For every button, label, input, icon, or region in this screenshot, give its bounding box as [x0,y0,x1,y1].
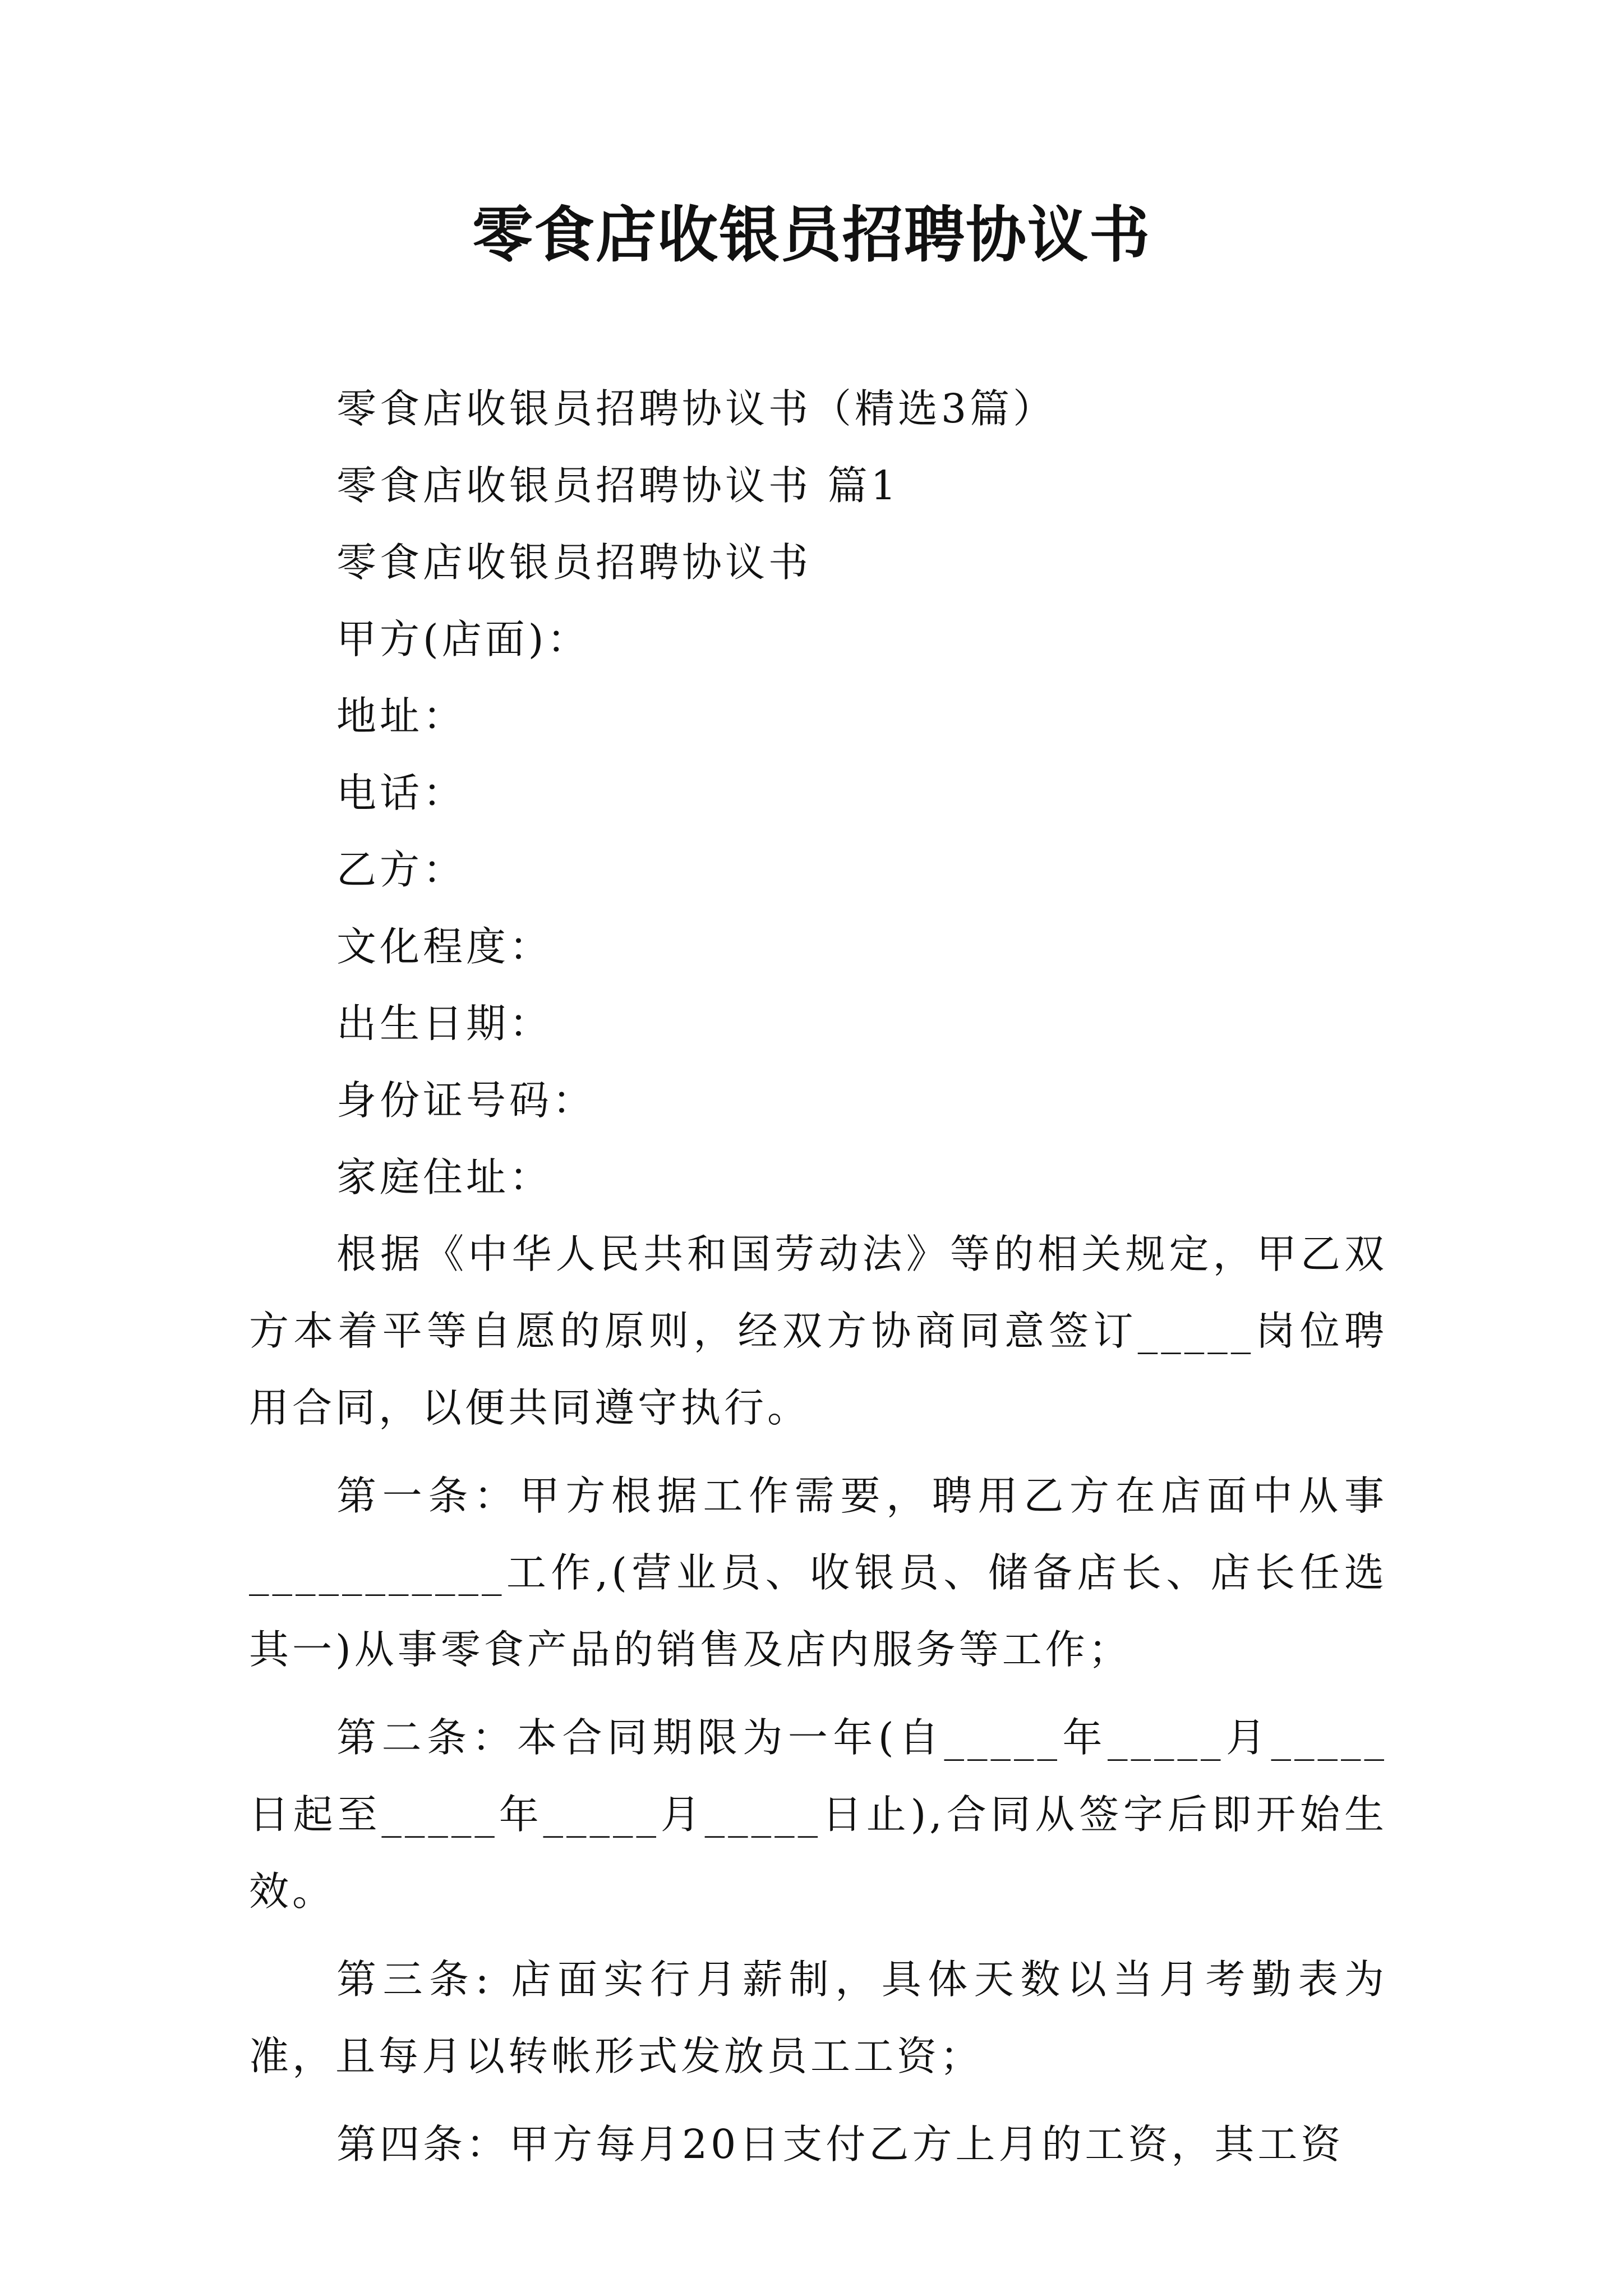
id-number-field: 身份证号码： [336,1077,596,1124]
article-4-paragraph: 第四条：甲方每月20日支付乙方上月的工资，其工资 [336,2121,1344,2168]
document-body [249,370,1387,2183]
article-1-paragraph: 第一条：甲方根据工作需要，聘用乙方在店面中从事___________工作,(营业员、收银员、储备店长、店长任选其一)从事零食产品的销售及店内服务等工作； [249,1473,1387,1673]
phone-field: 电话： [336,770,467,816]
article-3-paragraph: 第三条: 店面实行月薪制，具体天数以当月考勤表为准，且每月以转帐形式发放员工工资； [249,1956,1387,2079]
birth-date-field: 出生日期： [336,1000,553,1047]
agreement-heading: 零食店收银员招聘协议书 [336,539,812,586]
preamble-paragraph: 根据《中华人民共和国劳动法》等的相关规定，甲乙双方本着平等自愿的原则，经双方协商同意签订_____岗位聘用合同，以便共同遵守执行。 [249,1231,1387,1431]
document-title: 零食店收银员招聘协议书 [472,200,1151,270]
party-a-field: 甲方(店面)： [336,616,591,662]
address-field: 地址： [336,693,467,739]
article-2-paragraph: 第二条：本合同期限为一年(自_____年_____月_____日起至_____年_____月_____日止),合同从签字后即开始生效。 [249,1714,1387,1915]
section-heading: 零食店收银员招聘协议书 篇1 [336,462,900,509]
home-address-field: 家庭住址： [336,1154,553,1200]
education-field: 文化程度： [336,923,553,970]
subtitle-line: 零食店收银员招聘协议书（精选3篇） [336,385,1057,432]
party-b-field: 乙方： [336,846,467,893]
